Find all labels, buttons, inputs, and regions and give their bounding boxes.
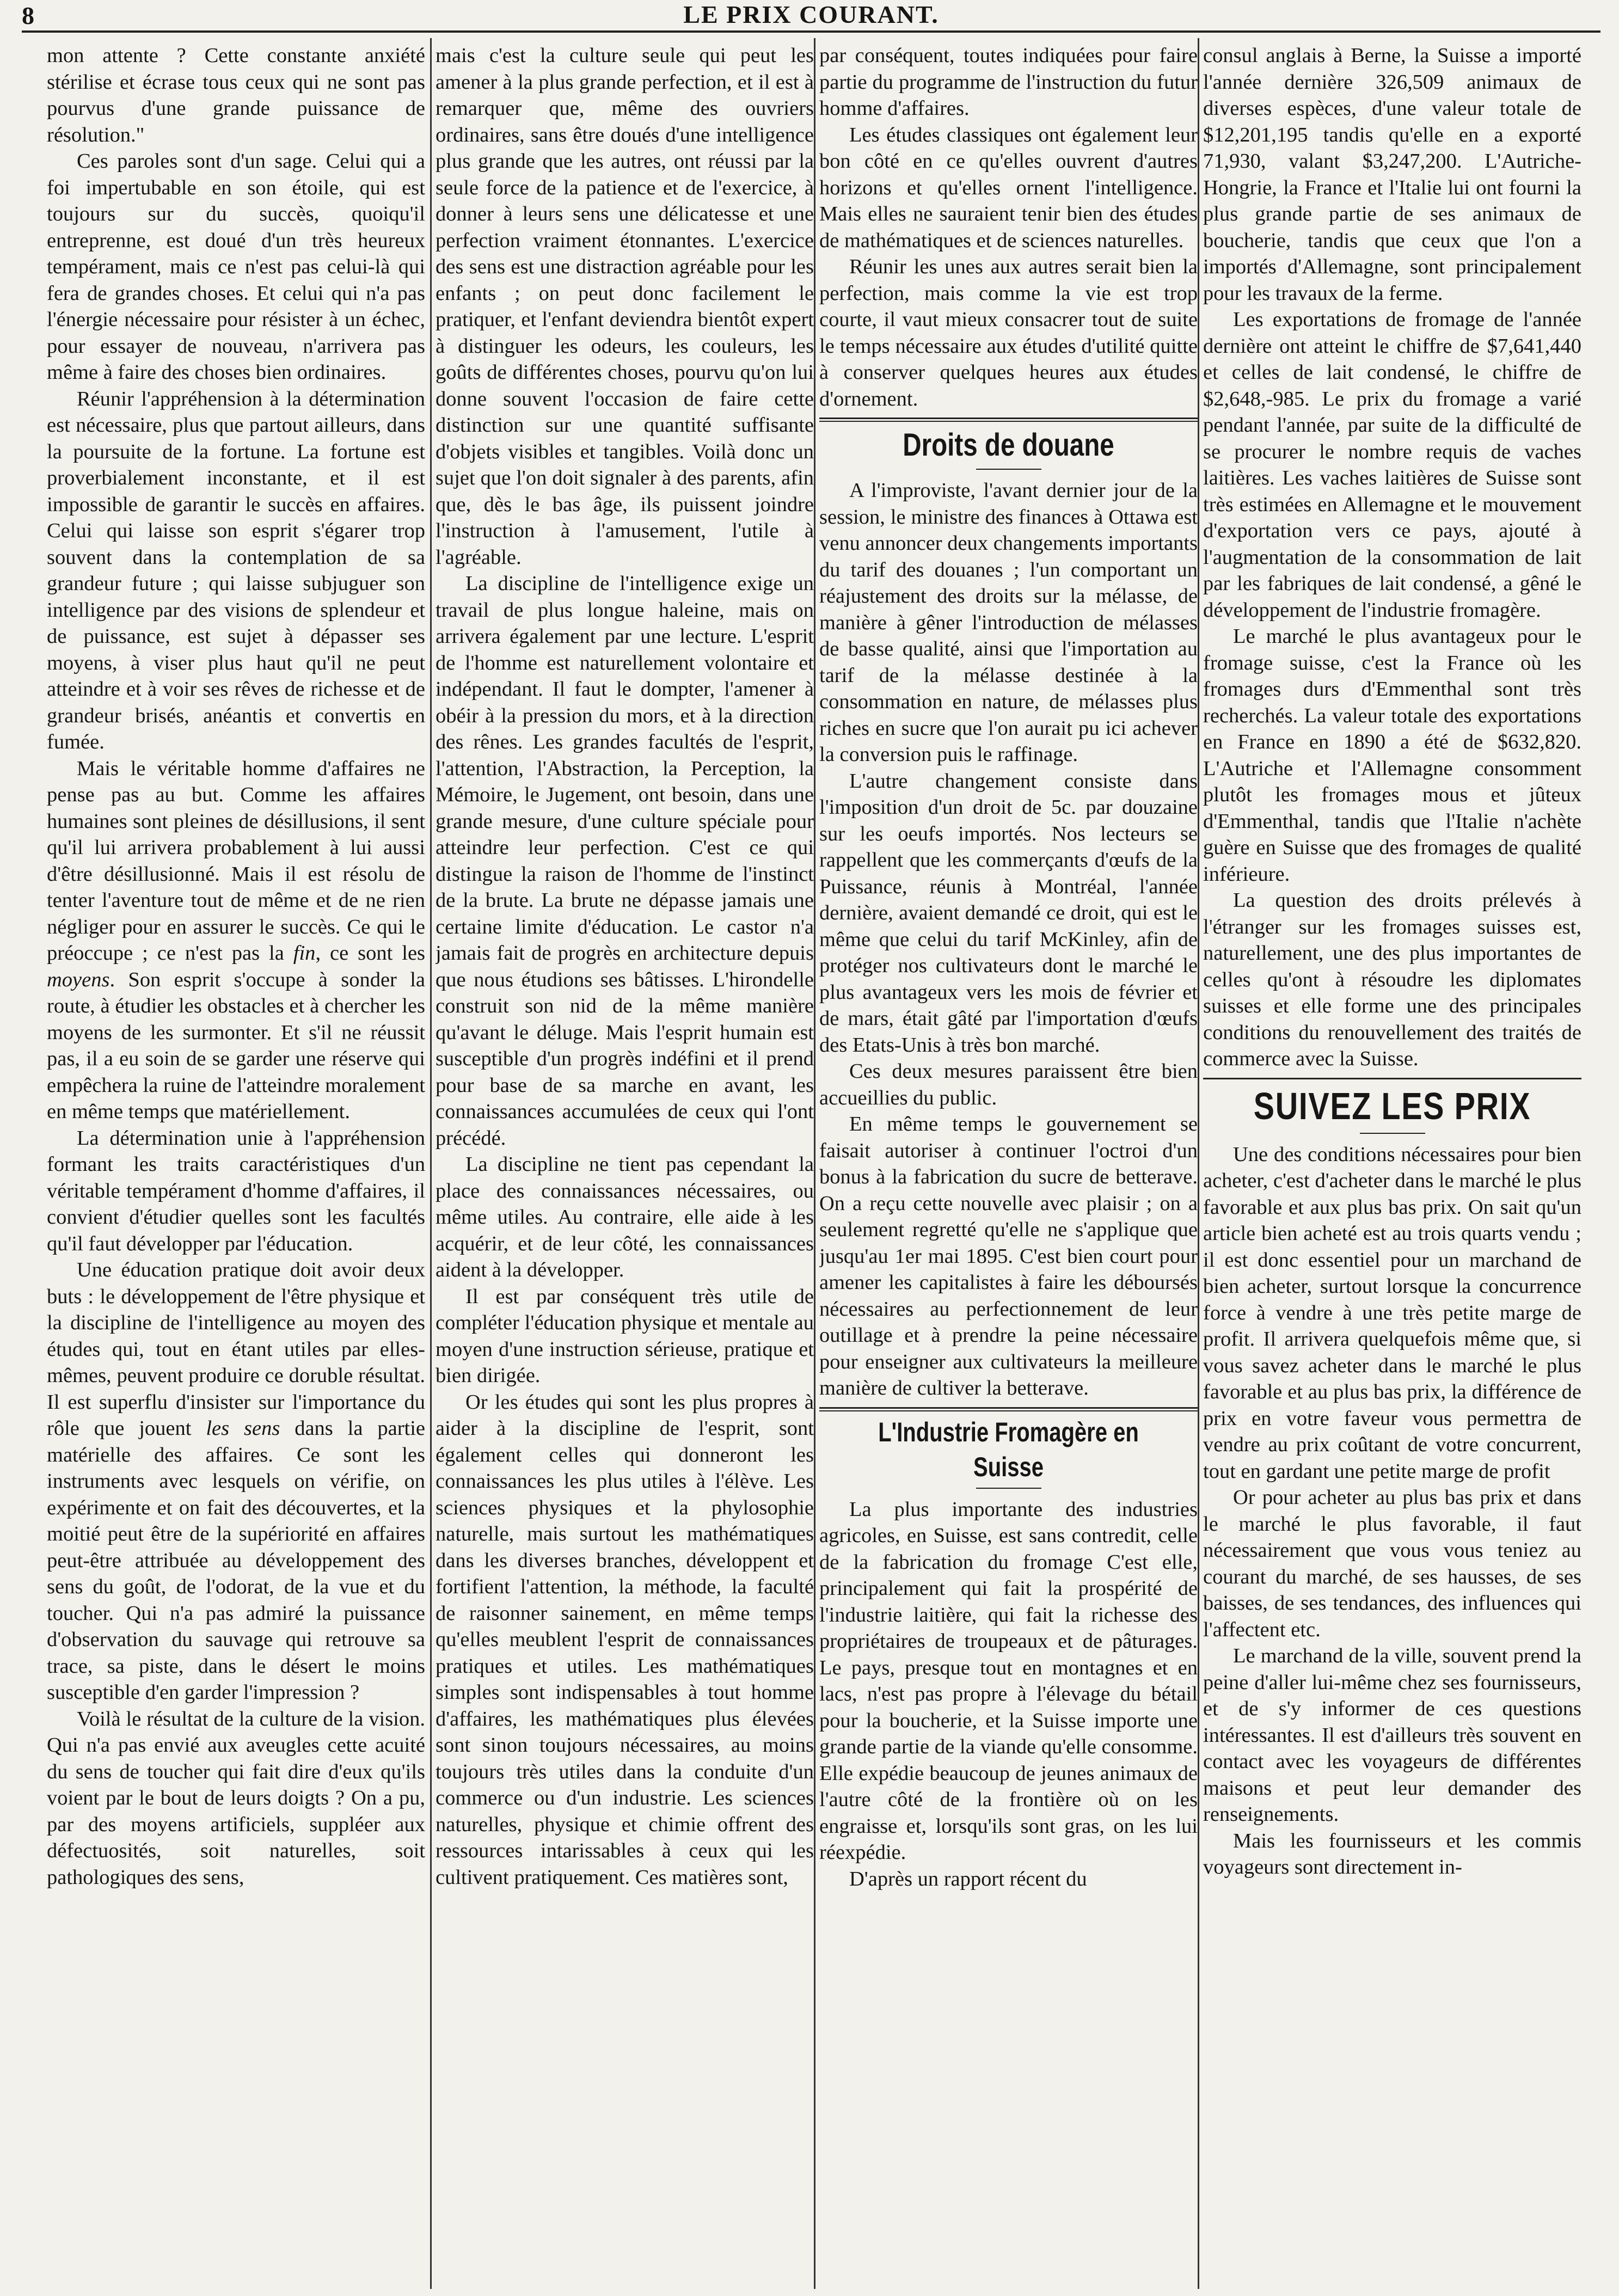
paragraph: Ces deux mesures paraissent être bien accueillies du public.	[819, 1060, 1198, 1109]
paragraph: La discipline ne tient pas cependant la place des connaissances nécessaires, ou même utiles. Au contraire, elle aide à les acquérir, et de leur côté, les connaissances aident à la développer.	[436, 1153, 814, 1281]
column-3	[819, 42, 1198, 2285]
paragraph: Une des conditions nécessaires pour bien acheter, c'est d'acheter dans le marché le plus favorable et aux plus bas prix. On sait qu'un article bien acheté est au trois quarts vendu ; il est donc essentiel pour un marchand de bien acheter, surtout lorsque la concurrence force à vendre à une très petite marge de profit. Il arrivera quelquefois même que, si vous savez acheter dans le marché le plus favorable et au plus bas prix, la différence de prix en votre faveur vous permettra de vendre au prix coûtant de votre concurrent, tout en gardant une petite marge de profit	[1203, 1143, 1581, 1483]
heading-rule	[819, 1410, 1198, 1411]
paragraph: En même temps le gouvernement se faisait autoriser à continuer l'octroi d'un bonus à la fabrication du sucre de betterave. On a reçu cette nouvelle avec plaisir ; on a seulement regretté qu'elle ne s'applique que jusqu'au 1er mai 1895. C'est bien court pour amener les capitalistes à faire les déboursés nécessaires au perfectionnement de leur outillage et à prendre la peine nécessaire pour enseigner aux cultivateurs la meilleure manière de cultiver la betterave.	[819, 1113, 1198, 1399]
paragraph: Réunir l'appréhension à la détermination est nécessaire, plus que partout ailleurs, dans la poursuite de la fortune. La fortune est proverbialement inconstante, et il est impossible de garantir le succès en affaires. Celui qui laisse son esprit s'égarer trop souvent dans la contemplation de sa grandeur future ; qui laisse subjuguer son intelligence par des visions de splendeur et de puissance, est sujet à dépasser ses moyens, à viser plus haut qu'il ne peut atteindre et à voir ses rêves de richesse et de grandeur brisés, anéantis et convertis en fumée.	[47, 387, 425, 753]
text-run: dans la partie matérielle des affaires. Ce sont les instruments avec lesquels on vérifie, on expérimente et on fait des découvertes, et la moitié peut être de la supériorité en affaires peut-être attribuée au développement des sens du goût, de l'odorat, de la vue et du toucher. Qui n'a pas admiré la puissance d'observation du sauvage qui retrouve sa trace, sa piste, dans le désert le moins susceptible d'en garder l'impression ?	[47, 1417, 425, 1704]
emphasis-fin: fin	[293, 942, 316, 965]
article-heading: L'Industrie Fromagère en Suisse	[878, 1416, 1139, 1482]
paragraph: Réunir les unes aux autres serait bien la perfection, mais comme la vie est trop courte, il vaut mieux consacrer tout de suite le temps nécessaire aux études d'utilité quitte à conserver quelques heures aux études d'ornement.	[819, 255, 1198, 410]
article-heading: SUIVEZ LES PRIX	[1253, 1084, 1531, 1127]
paragraph: Le marchand de la ville, souvent prend la peine d'aller lui-même chez ses fournisseurs, et de s'y informer de ces questions intéressantes. Il est d'ailleurs très souvent en contact avec les voyageurs de différentes maisons et peut leur demander des renseignements.	[1203, 1644, 1581, 1826]
column-4	[1203, 42, 1581, 2285]
header-rule	[22, 30, 1600, 33]
article-heading-box	[819, 418, 1198, 470]
page-number: 8	[22, 2, 34, 29]
paragraph: Le marché le plus avantageux pour le fromage suisse, c'est la France où les fromages durs d'Emmenthal sont très recherchés. La valeur totale des exportations en France en 1890 a été de $632,820. L'Autriche et l'Allemagne consomment plutôt les fromages mous et jûteux d'Emmenthal, tandis que l'Italie n'achète guère en Suisse que des fromages de qualité inférieure.	[1203, 625, 1581, 886]
column-1	[47, 42, 425, 2285]
paragraph: mais c'est la culture seule qui peut les amener à la plus grande perfection, et il est à remarquer que, même des ouvriers ordinaires, sans être doués d'une intelligence plus grande que les autres, ont réussi par la seule force de la patience et de l'exercice, à donner à leurs sens une délicatesse et une perfection vraiment étonnantes. L'exercice des sens est une distraction agréable pour les enfants ; on peut donc facilement le pratiquer, et l'enfant deviendra bientôt expert à distinguer les odeurs, les couleurs, les goûts de différentes choses, pourvu qu'on lui donne souvent l'occasion de faire cette distinction sur une quantité suffisante d'objets visibles et tangibles. Voilà donc un sujet que l'on doit signaler à des parents, afin que, dès le bas âge, ils puissent joindre l'instruction à l'amusement, l'utile à l'agréable.	[436, 44, 814, 569]
paragraph: La discipline de l'intelligence exige un travail de plus longue haleine, mais on arrivera également par une lecture. L'esprit de l'homme est naturellement volontaire et indépendant. Il faut le dompter, l'amener à obéir à la pression du mors, et à la direction des rênes. Les grandes facultés de l'esprit, l'attention, l'Abstraction, la Perception, la Mémoire, le Jugement, ont besoin, dans une grande mesure, d'une culture spéciale pour atteindre leur perfection. C'est ce qui distingue la raison de l'homme de l'instinct de la brute. La brute ne dépasse jamais une certaine limite d'éducation. Le castor n'a jamais fait de progrès en architecture depuis que nous étudions ses bâtisses. L'hirondelle construit son nid de la même manière qu'avant le déluge. Mais l'esprit humain est susceptible d'un progrès indéfini et il prend pour base de sa marche en avant, les connaissances accumulées de ceux qui l'ont précédé.	[436, 572, 814, 1150]
paragraph: mon attente ? Cette constante anxiété stérilise et écrase tous ceux qui ne sont pas pourvus d'une grande puissance de résolution."	[47, 44, 425, 146]
heading-rule	[819, 421, 1198, 422]
column-divider	[814, 38, 815, 2289]
paragraph: Il est par conséquent très utile de compléter l'éducation physique et mentale au moyen d'une instruction sérieuse, pratique et bien dirigée.	[436, 1285, 814, 1387]
column-divider	[1198, 38, 1199, 2289]
paragraph: Mais les fournisseurs et les commis voyageurs sont directement in-	[1203, 1829, 1581, 1878]
heading-dash	[1360, 1133, 1425, 1134]
paragraph: Les études classiques ont également leur bon côté en ce qu'elles ouvrent d'autres horizons et qu'elles ornent l'intelligence. Mais elles ne sauraient tenir bien des études de mathématiques et de sciences naturelles.	[819, 123, 1198, 252]
masthead	[22, 0, 1600, 28]
paragraph: Ces paroles sont d'un sage. Celui qui a foi impertubable en son étoile, qui est toujours sur du succès, quoiqu'il entreprenne, est doué d'un très heureux tempérament, mais ce n'est pas celui-là qui fera de grandes choses. Et celui qui n'a pas l'énergie nécessaire pour résister à un échec, pour essayer de nouveau, n'arrivera pas même à faire des choses bien ordinaires.	[47, 150, 425, 384]
article-heading-box	[819, 1407, 1198, 1489]
newspaper-title: LE PRIX COURANT.	[683, 1, 939, 28]
article-heading: Droits de douane	[903, 427, 1114, 463]
text-run: Une éducation pratique doit avoir deux buts : le développement de l'être physique et la discipline de l'intelligence au moyen des études qui, tout en étant utiles par elles-mêmes, peuvent produire ce doruble résultat. Il est superflu d'insister sur l'importance du rôle que jouent	[47, 1258, 425, 1440]
heading-dash	[976, 1488, 1041, 1489]
paragraph: La question des droits prélevés à l'étranger sur les fromages suisses est, naturellement, une des plus importantes de celles qu'ont à résoudre les diplomates suisses et elle forme une des principales conditions du renouvellement des traités de commerce avec la Suisse.	[1203, 889, 1581, 1070]
paragraph: Les exportations de fromage de l'année dernière ont atteint le chiffre de $7,641,440 et celles de lait condensé, le chiffre de $2,648,-985. Le prix du fromage a varié pendant l'année, par suite de la difficulté de se procurer le nombre requis de vaches laitières. Les vaches laitières de Suisse sont très estimées en Allemagne et le mouvement d'exportation vers ce pays, ajouté à l'augmentation de la consommation de lait par les fabriques de lait condensé, a gêné le développement de l'industrie fromagère.	[1203, 308, 1581, 622]
emphasis-moyens: moyens	[47, 968, 110, 991]
paragraph: La plus importante des industries agricoles, en Suisse, est sans contredit, celle de la fabrication du fromage C'est elle, principalement qui fait la prospérité de l'industrie laitière, qui fait la richesse des propriétaires de troupeaux et de pâturages. Le pays, presque tout en montagnes et en lacs, n'est pas propre à l'élevage du bétail pour la boucherie, et la Suisse importe une grande partie de la viande qu'elle consomme. Elle expédie beaucoup de jeunes animaux de l'autre côté de la frontière où on les engraisse et, lorsqu'ils sont gras, on les lui réexpédie.	[819, 1497, 1198, 1864]
heading-rule	[819, 1407, 1198, 1409]
paragraph: consul anglais à Berne, la Suisse a importé l'année dernière 326,509 animaux de diverses espèces, d'une valeur totale de $12,201,195 tandis qu'elle en a exporté 71,930, valant $3,247,200. L'Autriche-Hongrie, la France et l'Italie lui ont fourni la plus grande partie de ses animaux de boucherie, tandis que ceux que l'on a importés d'Allemagne, sont principalement pour les travaux de la ferme.	[1203, 44, 1581, 305]
article-heading-box	[1203, 1078, 1581, 1134]
paragraph	[47, 1257, 425, 1706]
heading-rule	[819, 418, 1198, 419]
text-run: Mais le véritable homme d'affaires ne pense pas au but. Comme les affaires humaines sont pleines de désillusions, il sent qu'il lui arrivera probablement à lui aussi d'être désillusionné. Mais il est résolu de tenter l'aventure tout de même et de ne rien négliger pour en assurer le succès. Ce qui le préoccupe ; ce n'est pas la	[47, 757, 425, 965]
paragraph: Or les études qui sont les plus propres à aider à la discipline de l'esprit, sont également celles qui donneront les connaissances les plus utiles à l'élève. Les sciences physiques et la phylosophie naturelle, mais surtout les mathématiques dans les diverses branches, développent et fortifient l'attention, la méthode, la faculté de raisonner sainement, en même temps qu'elles meublent l'esprit de connaissances pratiques et utiles. Les mathématiques simples sont indispensables à tout homme d'affaires, les mathématiques plus élevées sont sinon toujours nécessaires, au moins toujours très utiles dans la conduite d'un commerce ou d'un industrie. Les sciences naturelles, physique et chimie offrent des ressources intarissables à ceux qui les cultivent pratiquement. Ces matières sont,	[436, 1390, 814, 1889]
heading-dash	[976, 469, 1041, 470]
paragraph: par conséquent, toutes indiquées pour faire partie du programme de l'instruction du futur homme d'affaires.	[819, 44, 1198, 120]
paragraph: Voilà le résultat de la culture de la vision. Qui n'a pas envié aux aveugles cette acuité du sens de toucher qui fait dire d'eux qu'ils voient par le bout de leurs doigts ? On a pu, par des moyens artificiels, suppléer aux défectuosités, soit naturelles, soit pathologiques des sens,	[47, 1707, 425, 1889]
text-run: , ce sont les	[315, 942, 425, 965]
paragraph: Or pour acheter au plus bas prix et dans le marché le plus favorable, il faut nécessairement que vous vous teniez au courant du marché, de ses hausses, de ses baisses, de ses tendances, des influences qui l'affectent etc.	[1203, 1486, 1581, 1641]
text-run: . Son esprit s'occupe à sonder la route, à étudier les obstacles et à chercher les moyens de les surmonter. Et s'il ne réussit pas, il a eu soin de se garder une réserve qui empêchera la ruine de l'atteindre moralement en même temps que matériellement.	[47, 968, 425, 1123]
emphasis-les-sens: les sens	[206, 1417, 280, 1440]
paragraph: A l'improviste, l'avant dernier jour de la session, le ministre des finances à Ottawa est venu annoncer deux changements importants du tarif des douanes ; l'un comportant un réajustement des droits sur la mélasse, de manière à gêner l'introduction de mélasses de basse qualité, ainsi que l'importation au tarif de la mélasse destinée à la consommation en nature, de mélasses plus riches en sucre que l'on aurait pu ici achever la conversion puis le raffinage.	[819, 479, 1198, 766]
column-2	[436, 42, 814, 2285]
paragraph: L'autre changement consiste dans l'imposition d'un droit de 5c. par douzaine sur les oeufs importés. Nos lecteurs se rappellent que les commerçants d'œufs de la Puissance, réunis à Montréal, l'année dernière, avaient demandé ce droit, qui est le même que celui du tarif McKinley, afin de protéger nos cultivateurs dont le marché le plus avantageux vers les mois de février et de mars, était gâté par l'importation d'œufs des Etats-Unis à très bon marché.	[819, 769, 1198, 1057]
paragraph	[47, 756, 425, 1125]
heading-rule	[1203, 1078, 1581, 1079]
paragraph: D'après un rapport récent du	[849, 1867, 1087, 1890]
column-divider	[430, 38, 432, 2289]
paragraph: La détermination unie à l'appréhension formant les traits caractéristiques d'un véritable tempérament d'homme d'affaires, il convient d'étudier quelles sont les facultés qu'il faut développer par l'éducation.	[47, 1126, 425, 1255]
